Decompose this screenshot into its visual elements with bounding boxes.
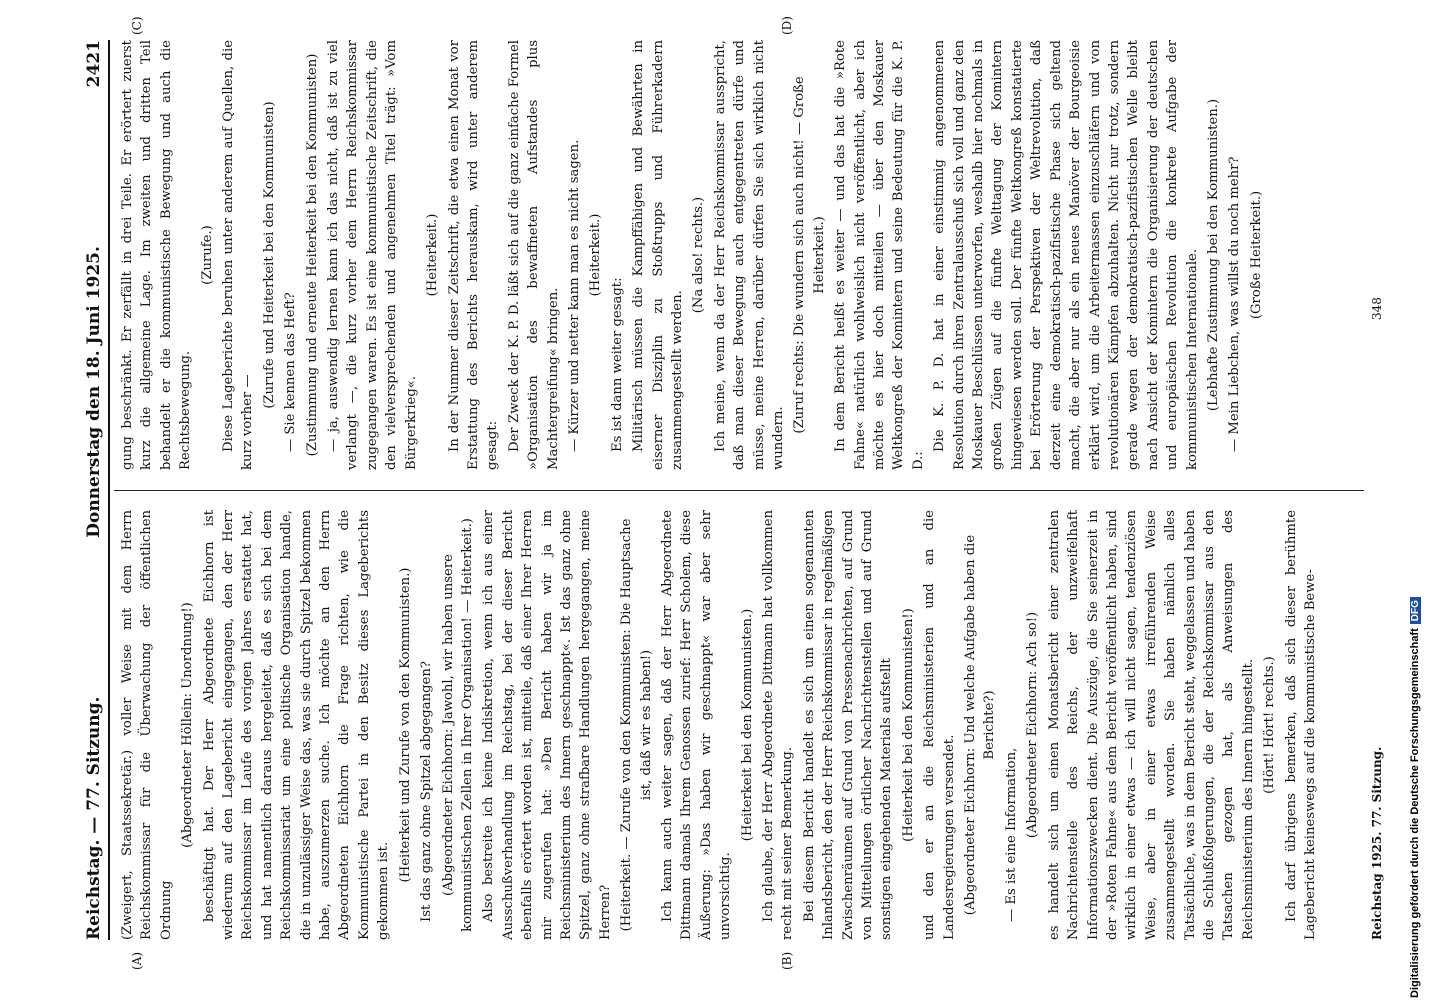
interjection: (Na also! rechts.) (691, 196, 707, 314)
right-column (118, 40, 1358, 470)
interjection: (Zustimmung und erneute Heiterkeit bei den Kommunisten) (304, 53, 320, 457)
paragraph: — Es ist eine Information, (1003, 747, 1019, 922)
paragraph: — ja, auswendig lernen kann ich das nicht, daß ist zu viel verlangt —, die kurz vorher dem Herrn Reichskommissar zugegangen waren. Es ist eine kommunistische Zeitschrift, die den vielversprechenden und angenehmen Titel trägt: »Vom Bürgerkrieg«. (326, 40, 419, 470)
paragraph: Ich glaube, der Herr Abgeordnete Dittmann hat vollkommen recht mit seiner Bemerkung. (761, 510, 796, 940)
interjection: (Lebhafte Zustimmung bei den Kommunisten.) (1205, 98, 1221, 412)
interjection: (Große Heiterkeit.) (1248, 190, 1264, 320)
paragraph: — Sie kennen das Heft? (283, 292, 299, 452)
paragraph: es handelt sich um einen Monatsbericht einer zentralen Nachrichtenstelle des Reichs, der unzweifelhaft Informationszwecken dient. Die Auszüge, die Sie seinerzeit in der »Roten Fahne« aus dem Bericht veröffentlicht haben, sind wirklich in einer etwas — ich will nicht sagen, tendenziösen Weise, aber in einer etwas irreführenden Weise zusammengestellt worden. Sie haben nämlich alles Tatsächliche, was in dem Bericht steht, weggelassen und haben die Schlußfolgerungen, die der Reichskommissar aus den Tatsachen gezogen hat, als Anweisungen des Reichsministerium des Innern hingestellt. (1046, 510, 1256, 940)
paragraph: gung beschränkt. Er zerfällt in drei Teile. Er erörtert zuerst kurz die allgemeine Lage. Im zweiten und dritten Teil behandelt er die kommunistische Bewegung und auch die Rechtsbewegung. (120, 40, 194, 470)
paragraph: In der Nummer dieser Zeitschrift, die etwa einen Monat vor Erstattung des Berichts herauskam, wird unter anderem gesagt: (446, 40, 501, 470)
interjection: (Abgeordneter Eichhorn: Jawohl, wir haben unsere kommunistischen Zellen in Ihrer Organisation! — Heiterkeit.) (440, 518, 475, 932)
interjection: (Heiterkeit.) (588, 213, 604, 297)
paragraph: — Kürzer und netter kann man es nicht sagen. (566, 139, 582, 452)
interjection: (Heiterkeit.) (425, 213, 441, 297)
page-footer: Reichstag 1925. 77. Sitzung. (1370, 746, 1384, 940)
quotation: Die K. P. D. hat in einer einstimmig angenommenen Resolution durch ihren Zentralausschuß sich voll und ganz den Moskauer Beschlüssen unterworfen, weshalb hier nochmals in großen Zügen auf die fünfte Welttagung der Komintern hingewiesen werden soll. Der fünfte Weltkongreß konstatierte bei Erörterung der Perspektiven der Weltrevolution, daß derzeit eine demokratisch-pazifistische Phase sich geltend macht, die aber nur als ein neues Manöver der Bourgeoisie erklärt wird, um die Arbeitermassen einzuschläfern und von revolutionären Kämpfen abzuhalten. Nicht nur trotz, sondern gerade wegen der demokratisch-pazifistischen Welle bleibt nach Ansicht der Komintern die Organisierung der deutschen und europäischen Revolution die konkrete Aufgabe der kommunistischen Internationale. (932, 40, 1200, 470)
paragraph: Also bestreite ich keine Indiskretion, wenn ich aus einer Ausschußverhandlung im Reichstag, bei der dieser Bericht ebenfalls erörtert worden ist, mitteile, daß einer Ihrer Herren mir zugerufen hat: »Den Bericht haben wir ja im Reichsministerium des Innern geschnappt«. Ist das ganz ohne Spitzel, ganz ohne strafbare Handlungen hergegangen, meine Herren? (481, 510, 613, 940)
paragraph: Bei diesem Bericht handelt es sich um einen sogenannten Inlandsbericht, den der Herr Reichskommissar in regelmäßigen Zwischenräumen auf Grund von Pressenachrichten, auf Grund von Mitteilungen örtlicher Nachrichtenstellen und auf Grund sonstigen eingehenden Materials aufstellt (801, 510, 895, 940)
interjection: (Abgeordneter Höllein: Unordnung!) (180, 602, 196, 848)
page-header (80, 40, 110, 940)
interjection: (Abgeordneter Eichhorn: Und welche Aufgabe haben die Berichte?) (963, 534, 998, 916)
quotation: Der Zweck der K. P. D. läßt sich auf die ganz einfache Formel »Organisation des bewaffneten Aufstandes plus Machtergreifung« bringen. (506, 40, 561, 470)
paragraph: Ich meine, wenn da der Herr Reichskommissar ausspricht, daß man dieser Bewegung auch entgegentreten dürfe und müsse, meine Herren, darüber dürfen Sie sich wirklich nicht wundern. (712, 40, 786, 470)
dfg-logo: DFG (1410, 597, 1421, 624)
margin-marker-d: (D) (780, 16, 794, 35)
paragraph: Ich kann auch weiter sagen, daß der Herr Abgeordnete Dittmann damals Ihrem Genossen zurief: Herr Scholem, diese Äußerung: »Das haben wir geschnappt« war aber sehr unvorsichtig. (659, 510, 734, 940)
interjection: (Heiterkeit bei den Kommunisten.) (739, 608, 755, 842)
paragraph: und den er an die Reichsministerien und an die Landesregierungen versendet. (922, 510, 957, 940)
interjection: (Zuruf rechts: Die wundern sich auch nicht! — Große Heiterkeit.) (792, 76, 827, 434)
paragraph: Ich darf übrigens bemerken, daß sich dieser berühmte Lagebericht keineswegs auf die kommunistische Bewe- (1283, 510, 1318, 940)
paragraph: (Zweigert, Staatssekretär.) voller Weise mit dem Herrn Reichskommissar für die Überwachung der öffentlichen Ordnung (120, 510, 174, 940)
interjection: (Zurufe und Heiterkeit bei den Kommunisten) (261, 101, 277, 409)
header-page-number: 2421 (84, 40, 104, 88)
paragraph: Es ist dann weiter gesagt: (609, 277, 625, 452)
interjection: (Abgeordneter Eichhorn: Ach so!) (1025, 611, 1041, 839)
digitization-credit (1405, 18, 1425, 998)
credit-text: Digitalisierung gefördert durch die Deutsche Forschungsgemeinschaft (1409, 628, 1421, 998)
header-center: Donnerstag den 18. Juni 1925. (84, 246, 104, 538)
paragraph: In dem Bericht heißt es weiter — und das hat die »Rote Fahne« natürlich wohlweislich nicht veröffentlicht, aber ich möchte es hier doch mitteilen — über den Moskauer Weltkongreß der Komintern und seine Bedeutung für die K. P. D.: (833, 40, 926, 470)
interjection: (Hört! Hört! rechts.) (1262, 656, 1278, 794)
quotation: Militärisch müssen die Kampffähigen und Bewährten in eiserner Disziplin zu Stoßtrupps und Führerkadern zusammengestellt werden. (631, 40, 685, 470)
column-divider (114, 490, 1364, 491)
margin-marker-b: (B) (780, 951, 794, 970)
left-column (118, 510, 1358, 940)
interjection: (Zurufe.) (199, 225, 215, 285)
margin-marker-a: (A) (130, 951, 144, 970)
interjection: (Heiterkeit bei den Kommunisten!) (900, 608, 916, 842)
interjection: (Heiterkeit. — Zurufe von den Kommunisten: Die Hauptsache ist, daß wir es haben!) (619, 518, 654, 932)
bottom-number: 348 (1370, 297, 1384, 320)
paragraph: — Mein Liebchen, was willst du noch mehr? (1227, 156, 1243, 452)
paragraph: beschäftigt hat. Der Herr Abgeordnete Eichhorn ist wiederum auf den Lagebericht eingegangen, den der Herr Reichskommissar im Laufe des vorigen Jahres erstattet hat, und hat namentlich daraus hergeleitet, daß es sich bei dem Reichskommissariat um eine politische Organisation handle, die in unzulässiger Weise das, was sie durch Spitzel bekommen habe, auszumerzen suche. Ich möchte an den Herrn Abgeordneten Eichhorn die Frage richten, wie die Kommunistische Partei in den Besitz dieses Lageberichts gekommen ist. (201, 510, 392, 940)
rotated-page (80, 16, 1410, 970)
header-left: Reichstag. — 77. Sitzung. (84, 696, 104, 940)
paragraph: Ist das ganz ohne Spitzel abgegangen? (419, 661, 435, 922)
interjection: (Heiterkeit und Zurufe von den Kommunisten.) (397, 567, 413, 883)
margin-marker-c: (C) (130, 16, 144, 35)
paragraph: Diese Lageberichte beruhen unter anderem auf Quellen, die kurz vorher — (221, 40, 256, 470)
